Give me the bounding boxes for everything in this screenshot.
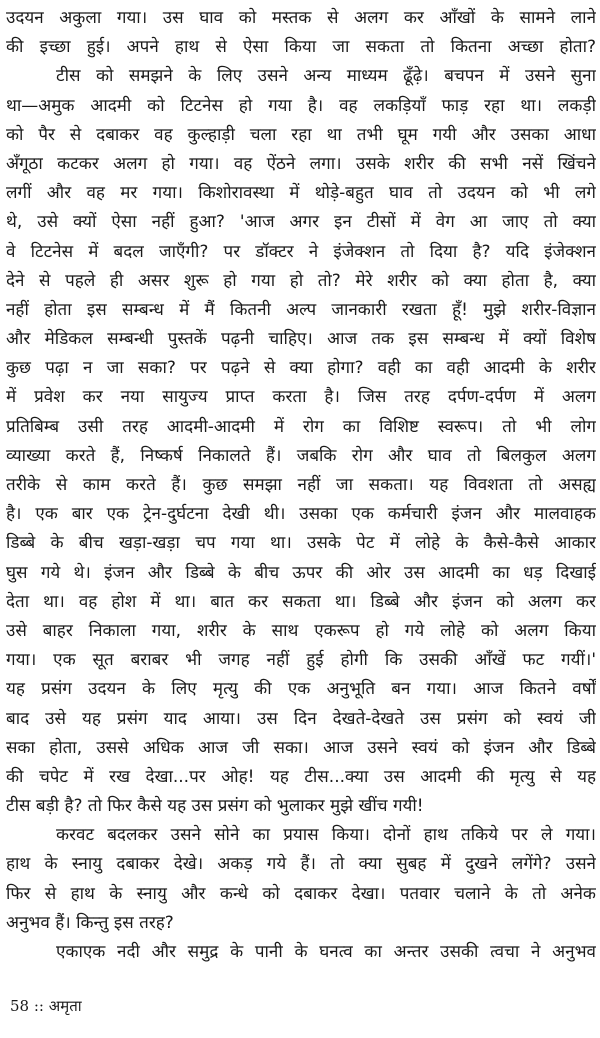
text-line: डिब्बे के बीच खड़ा-खड़ा चप गया था। उसके पेट में लोहे के कैसे-कैसे आकार — [6, 533, 596, 554]
text-line: फिर से हाथ के स्नायु और कन्धे को दबाकर देखा। पतवार चलाने के तो अनेक — [6, 883, 596, 904]
text-line: है। एक बार एक ट्रेन-दुर्घटना देखी थी। उसका एक कर्मचारी इंजन और मालवाहक — [6, 504, 596, 525]
paragraph-end-line: टीस बड़ी है? तो फिर कैसे यह उस प्रसंग को भुलाकर मुझे खींच गयी! — [6, 796, 424, 817]
text-line: घुस गये थे। इंजन और डिब्बे के बीच ऊपर की ओर उस आदमी का धड़ दिखाई — [6, 562, 596, 583]
paragraph-end-line: अनुभव हैं। किन्तु इस तरह? — [6, 912, 174, 933]
text-line: था—अमुक आदमी को टिटनेस हो गया है। वह लकड़ियाँ फाड़ रहा था। लकड़ी — [6, 95, 596, 116]
text-line: कुछ पढ़ा न जा सका? पर पढ़ने से क्या होगा? वही का वही आदमी के शरीर — [6, 358, 596, 379]
paragraph-start-line: करवट बदलकर उसने सोने का प्रयास किया। दोनों हाथ तकिये पर ले गया। — [56, 825, 596, 846]
text-line: यह प्रसंग उदयन के लिए मृत्यु की एक अनुभूति बन गया। आज कितने वर्षों — [6, 679, 596, 700]
document-page — [6, 4, 596, 967]
text-line: नहीं होता इस सम्बन्ध में मैं कितनी अल्प जानकारी रखता हूँ! मुझे शरीर-विज्ञान — [6, 299, 596, 320]
text-line: देने से पहले ही असर शुरू हो गया हो तो? मेरे शरीर को क्या होता है, क्या — [6, 270, 596, 291]
book-title: अमृता — [48, 997, 82, 1015]
text-line: प्रतिबिम्ब उसी तरह आदमी-आदमी में रोग का विशिष्ट स्वरूप। तो भी लोग — [6, 416, 596, 437]
text-line: तरीके से काम करते हैं। कुछ समझा नहीं जा सकता। यह विवशता तो असह्य — [6, 475, 596, 495]
text-line: थे, उसे क्यों ऐसा नहीं हुआ? 'आज अगर इन टीसों में वेग आ जाए तो क्या — [6, 212, 596, 233]
text-line: में प्रवेश कर नया सायुज्य प्राप्त करता है। जिस तरह दर्पण-दर्पण में अलग — [6, 387, 596, 408]
text-line: बाद उसे यह प्रसंग याद आया। उस दिन देखते-देखते उस प्रसंग को स्वयं जी — [6, 708, 596, 729]
text-line: की चपेट में रख देखा...पर ओह! यह टीस...क्या उस आदमी की मृत्यु से यह — [6, 766, 596, 787]
text-line: उदयन अकुला गया। उस घाव को मस्तक से अलग कर आँखों के सामने लाने — [6, 8, 596, 28]
text-line: को पैर से दबाकर वह कुल्हाड़ी चला रहा था तभी घूम गयी और उसका आधा — [6, 124, 596, 145]
text-line: हाथ के स्नायु दबाकर देखे। अकड़ गये हैं। तो क्या सुबह में दुखने लगेंगे? उसने — [6, 854, 596, 875]
paragraph-start-line: एकाएक नदी और समुद्र के पानी के घनत्व का अन्तर उसकी त्वचा ने अनुभव — [56, 942, 596, 962]
text-line: लगीं और वह मर गया। किशोरावस्था में थोड़े-बहुत घाव तो उदयन को भी लगे — [6, 183, 596, 204]
text-line: सका होता, उससे अधिक आज जी सका। आज उसने स्वयं को इंजन और डिब्बे — [6, 737, 596, 758]
text-line: की इच्छा हुई। अपने हाथ से ऐसा किया जा सकता तो कितना अच्छा होता? — [6, 37, 596, 58]
text-line: व्याख्या करते हैं, निष्कर्ष निकालते हैं। जबकि रोग और घाव तो बिलकुल अलग — [6, 445, 596, 466]
text-line: और मेडिकल सम्बन्धी पुस्तकें पढ़नी चाहिए। आज तक इस सम्बन्ध में क्यों विशेष — [6, 329, 596, 350]
footer-separator: :: — [33, 997, 44, 1015]
text-line: वे टिटनेस में बदल जाएँगी? पर डॉक्टर ने इंजेक्शन तो दिया है? यदि इंजेक्शन — [6, 241, 596, 262]
text-line: गया। एक सूत बराबर भी जगह नहीं हुई होगी कि उसकी आँखें फट गयीं।' — [6, 650, 596, 671]
page-number: 58 — [10, 997, 30, 1015]
paragraph-start-line: टीस को समझने के लिए उसने अन्य माध्यम ढूँढ़े। बचपन में उसने सुना — [56, 66, 596, 87]
text-line: देता था। वह होश में था। बात कर सकता था। डिब्बे और इंजन को अलग कर — [6, 591, 596, 612]
text-line: उसे बाहर निकाला गया, शरीर के साथ एकरूप हो गये लोहे को अलग किया — [6, 620, 596, 641]
text-line: अँगूठा कटकर अलग हो गया। वह ऐंठने लगा। उसके शरीर की सभी नसें खिंचने — [6, 153, 596, 174]
page-footer — [10, 996, 82, 1016]
